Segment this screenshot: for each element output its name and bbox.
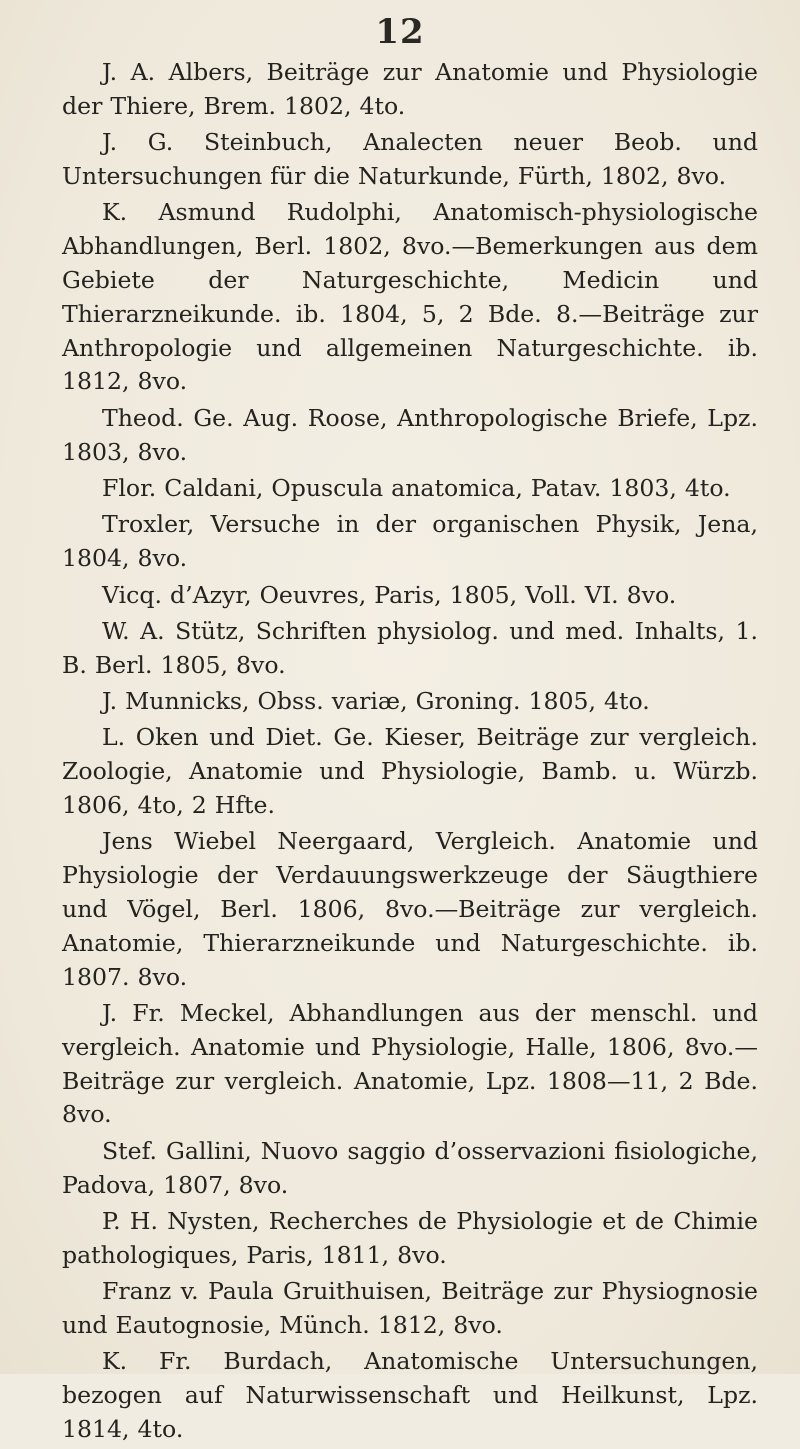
bibliography-list (62, 56, 758, 1449)
bibliography-entry: J. Fr. Meckel, Abhandlungen aus der menschl. und vergleich. Anatomie und Physiologie, Halle, 1806, 8vo.—Beiträge zur vergleich. Anatomie, Lpz. 1808—11, 2 Bde. 8vo. (62, 999, 758, 1129)
bibliography-entry: W. A. Stütz, Schriften physiolog. und med. Inhalts, 1. B. Berl. 1805, 8vo. (62, 616, 758, 679)
bibliography-entry: K. Fr. Burdach, Anatomische Untersuchungen, bezogen auf Naturwissenschaft und Heilkunst, Lpz. 1814, 4to. (62, 1347, 758, 1443)
bibliography-entry: J. G. Steinbuch, Analecten neuer Beob. und Untersuchungen für die Naturkunde, Fürth, 1802, 8vo. (62, 128, 758, 190)
bibliography-entry: J. Munnicks, Obss. variæ, Groning. 1805, 4to. (102, 687, 650, 716)
bibliography-entry: Franz v. Paula Gruithuisen, Beiträge zur Physiognosie und Eautognosie, Münch. 1812, 8vo. (62, 1277, 758, 1339)
bibliography-entry: Vicq. d’Azyr, Oeuvres, Paris, 1805, Voll. VI. 8vo. (102, 580, 677, 609)
bibliography-entry: Theod. Ge. Aug. Roose, Anthropologische Briefe, Lpz. 1803, 8vo. (62, 403, 758, 466)
bibliography-entry: Troxler, Versuche in der organischen Physik, Jena, 1804, 8vo. (62, 510, 758, 573)
bibliography-entry: Flor. Caldani, Opuscula anatomica, Patav. 1803, 4to. (102, 473, 731, 502)
bibliography-entry: Jens Wiebel Neergaard, Vergleich. Anatomie und Physiologie der Verdauungswerkzeuge der Säugthiere und Vögel, Berl. 1806, 8vo.—Beiträge zur vergleich. Anatomie, Thierarzneikunde und Naturgeschichte. ib. 1807. 8vo. (62, 827, 758, 991)
bibliography-entry: P. H. Nysten, Recherches de Physiologie et de Chimie pathologiques, Paris, 1811, 8vo. (62, 1207, 758, 1269)
bibliography-entry: Stef. Gallini, Nuovo saggio d’osservazioni fisiologiche, Padova, 1807, 8vo. (62, 1136, 758, 1199)
bibliography-entry: K. Asmund Rudolphi, Anatomisch-physiologische Abhandlungen, Berl. 1802, 8vo.—Bemerkungen aus dem Gebiete der Naturgeschichte, Medicin und Thierarzneikunde. ib. 1804, 5, 2 Bde. 8.—Beiträge zur Anthropologie und allgemeinen Naturgeschichte. ib. 1812, 8vo. (62, 198, 758, 396)
bibliography-entry: J. A. Albers, Beiträge zur Anatomie und Physiologie der Thiere, Brem. 1802, 4to. (62, 58, 758, 120)
bibliography-entry: L. Oken und Diet. Ge. Kieser, Beiträge zur vergleich. Zoologie, Anatomie und Physiologie, Bamb. u. Würzb. 1806, 4to, 2 Hfte. (62, 723, 758, 820)
page-number: 12 (375, 12, 425, 52)
